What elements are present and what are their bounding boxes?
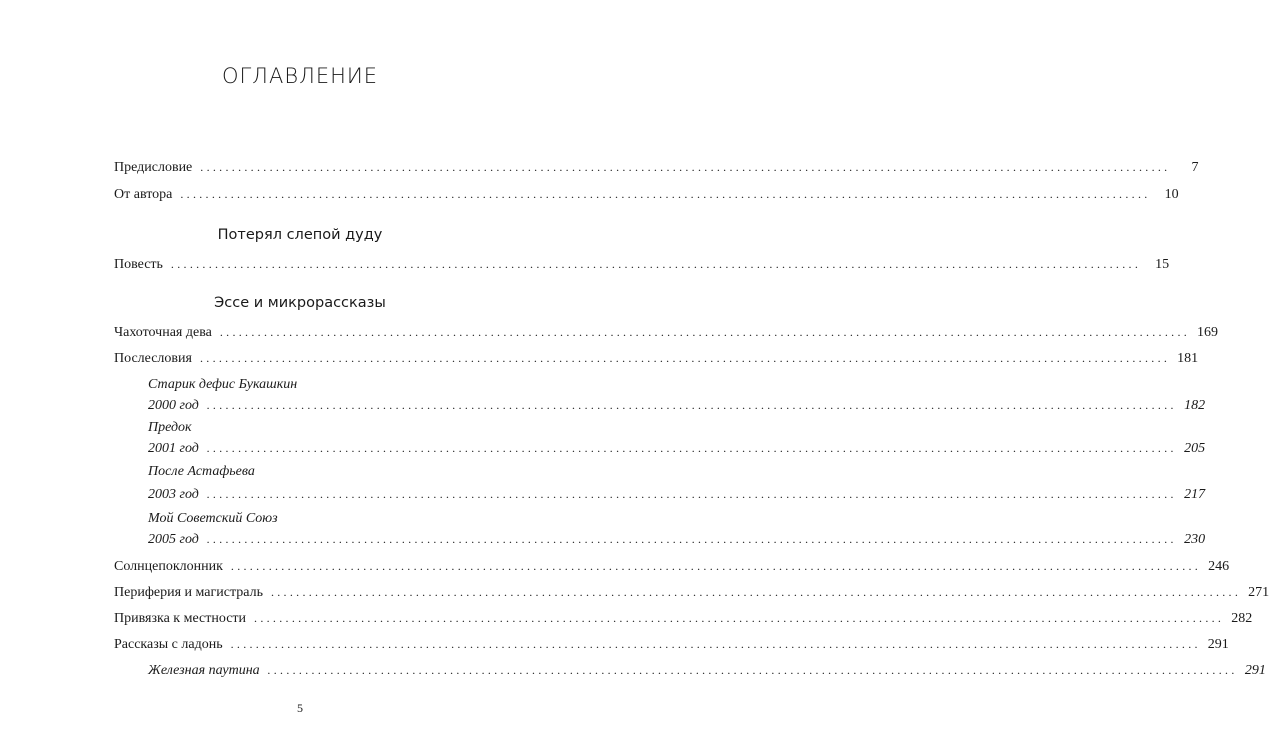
toc-subentry-title: Мой Советский Союз — [148, 511, 278, 526]
toc-entry-page: 169 — [1197, 325, 1219, 340]
toc-entry-label: Солнцепоклонник — [114, 559, 223, 574]
toc-entry-novella[interactable] — [114, 255, 1170, 274]
dot-leader: .......................................................................................................................................................... — [200, 160, 1171, 174]
toc-entry-page: 291 — [1207, 637, 1229, 652]
toc-entry-page: 217 — [1184, 487, 1206, 502]
toc-entry-label: Рассказы с ладонь — [114, 637, 223, 652]
toc-subentry-title: Старик дефис Букашкин — [148, 377, 298, 392]
page-title: ОГЛАВЛЕНИЕ — [221, 64, 379, 88]
toc-entry-label: 2001 год — [148, 441, 199, 456]
toc-entry-page: 282 — [1231, 611, 1253, 626]
dot-leader: .......................................................................................................................................................... — [270, 585, 1242, 599]
toc-entry-page: 7 — [1191, 160, 1199, 175]
toc-entry-label: 2003 год — [148, 487, 199, 502]
dot-leader: .......................................................................................................................................................... — [219, 325, 1191, 339]
toc-entry-page: 182 — [1184, 398, 1206, 413]
toc-entry-page: 291 — [1244, 663, 1266, 678]
section-heading: Потерял слепой дуду — [217, 227, 383, 243]
dot-leader: .......................................................................................................................................................... — [206, 487, 1178, 501]
toc-subentry-2001[interactable] — [148, 439, 1206, 458]
dot-leader: .......................................................................................................................................................... — [180, 187, 1151, 201]
toc-entry-page: 10 — [1164, 187, 1179, 202]
toc-subentry-iron-web[interactable] — [148, 661, 1266, 680]
toc-subentry-2003[interactable] — [148, 485, 1206, 504]
toc-entry-label: 2000 год — [148, 398, 199, 413]
toc-entry-page: 230 — [1184, 532, 1206, 547]
dot-leader: .......................................................................................................................................................... — [206, 398, 1178, 412]
dot-leader: .......................................................................................................................................................... — [170, 257, 1142, 271]
toc-entry-page: 205 — [1184, 441, 1206, 456]
toc-entry-label: Повесть — [114, 257, 163, 272]
toc-entry-preface[interactable] — [114, 158, 1199, 177]
dot-leader: .......................................................................................................................................................... — [254, 611, 1225, 625]
toc-entry-label: Привязка к местности — [114, 611, 247, 626]
toc-entry-periphery[interactable] — [114, 583, 1269, 602]
toc-entry-page: 271 — [1248, 585, 1269, 600]
toc-entry-consumptive-maiden[interactable] — [114, 323, 1219, 342]
toc-entry-from-author[interactable] — [114, 185, 1179, 204]
dot-leader: .......................................................................................................................................................... — [206, 532, 1178, 546]
toc-entry-label: Периферия и магистраль — [114, 585, 263, 600]
toc-entry-page: 246 — [1208, 559, 1230, 574]
dot-leader: .......................................................................................................................................................... — [267, 663, 1238, 677]
toc-entry-label: Чахоточная дева — [114, 325, 212, 340]
dot-leader: .......................................................................................................................................................... — [230, 637, 1201, 651]
toc-entry-page: 15 — [1155, 257, 1170, 272]
toc-entry-palm-stories[interactable] — [114, 635, 1229, 654]
dot-leader: .......................................................................................................................................................... — [206, 441, 1178, 455]
toc-subentry-2000[interactable] — [148, 396, 1206, 415]
toc-entry-terrain-binding[interactable] — [114, 609, 1253, 628]
toc-entry-label: Предисловие — [114, 160, 193, 175]
toc-entry-label: Послесловия — [114, 351, 192, 366]
section-heading: Эссе и микрорассказы — [214, 295, 386, 311]
toc-entry-label: От автора — [114, 187, 173, 202]
toc-subentry-2005[interactable] — [148, 530, 1206, 549]
toc-entry-label: Железная паутина — [148, 663, 260, 678]
toc-subentry-title: После Астафьева — [148, 464, 255, 479]
toc-entry-label: 2005 год — [148, 532, 199, 547]
toc-entry-sun-worshipper[interactable] — [114, 557, 1230, 576]
toc-entry-afterwords[interactable] — [114, 349, 1199, 368]
dot-leader: .......................................................................................................................................................... — [230, 559, 1202, 573]
toc-subentry-title: Предок — [148, 420, 192, 435]
toc-entry-page: 181 — [1177, 351, 1199, 366]
page-number: 5 — [297, 701, 303, 715]
dot-leader: .......................................................................................................................................................... — [199, 351, 1171, 365]
